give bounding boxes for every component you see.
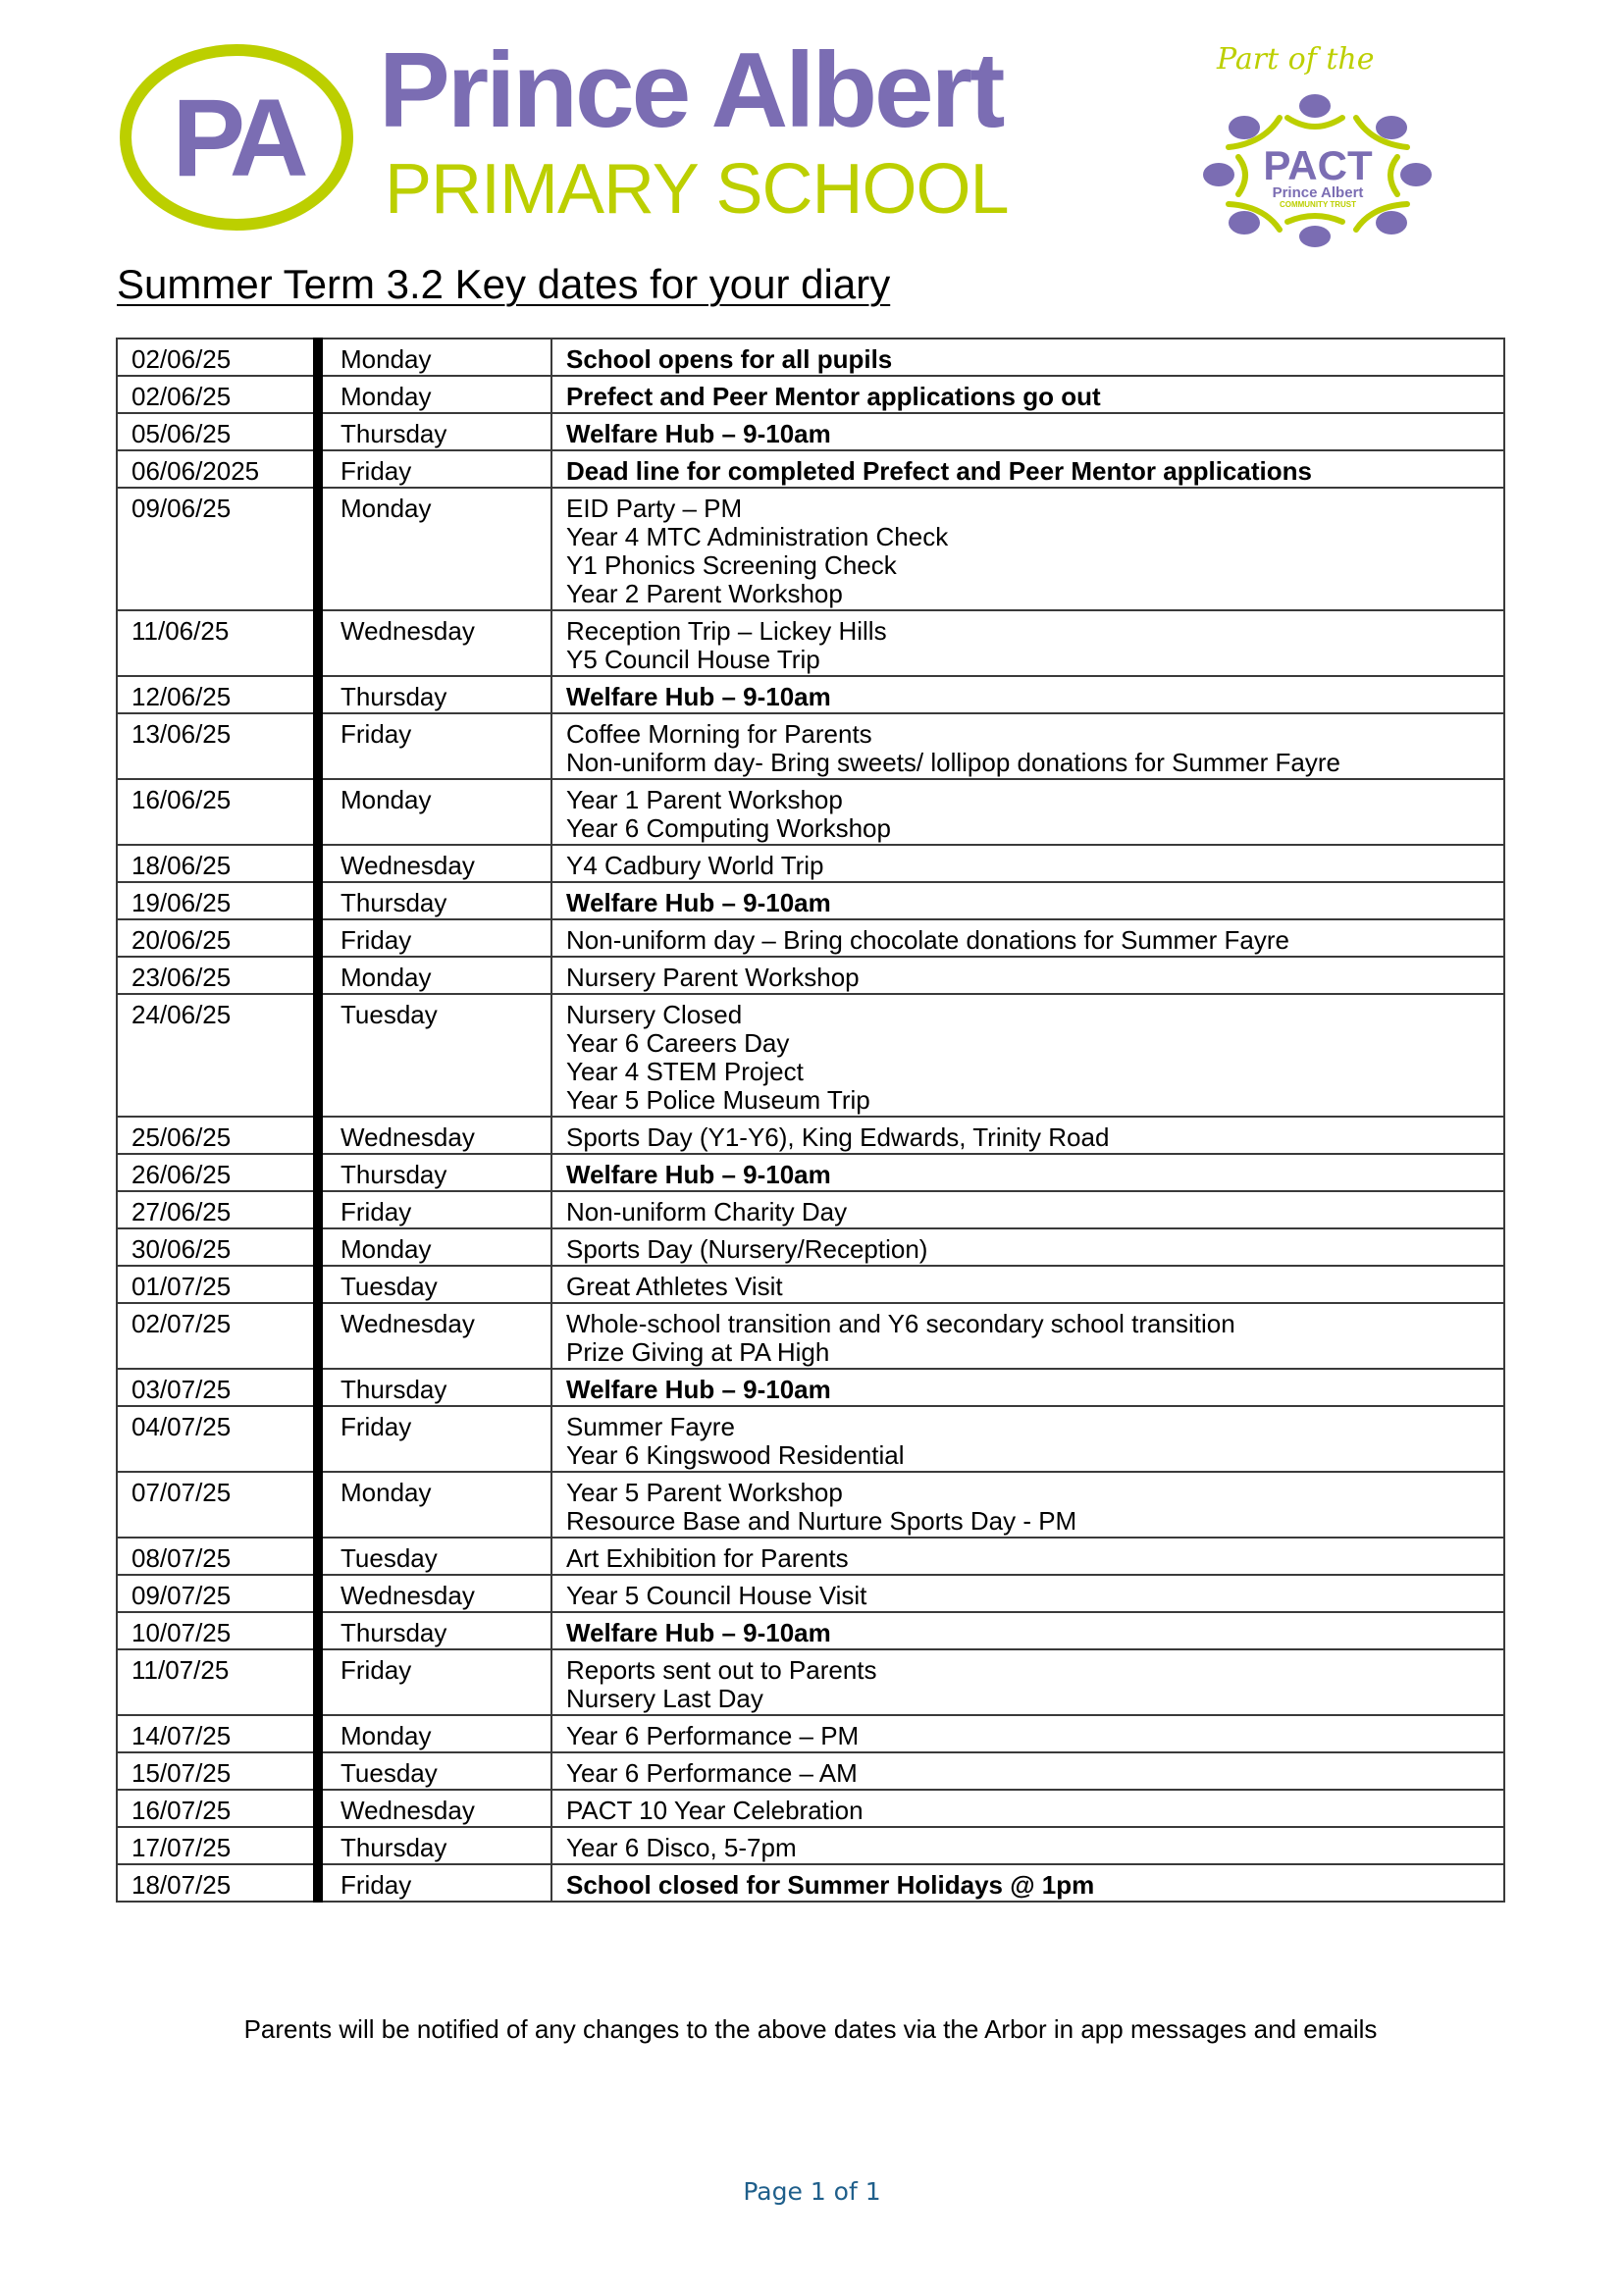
day-cell: Friday [318, 1406, 551, 1472]
day-cell: Tuesday [318, 1752, 551, 1790]
event-text: Non-uniform day- Bring sweets/ lollipop donations for Summer Fayre [566, 748, 1341, 777]
table-row [117, 676, 1504, 713]
table-row [117, 1715, 1504, 1752]
date-cell: 14/07/25 [117, 1715, 318, 1752]
date-cell: 02/06/25 [117, 339, 318, 376]
changes-notice: Parents will be notified of any changes to the above dates via the Arbor in app messages and emails [243, 2014, 1378, 2044]
table-row [117, 1303, 1504, 1369]
event-text: Coffee Morning for Parents [566, 719, 872, 749]
event-text: Y1 Phonics Screening Check [566, 550, 897, 580]
date-cell: 09/07/25 [117, 1575, 318, 1612]
event-text: Prefect and Peer Mentor applications go out [566, 382, 1101, 411]
event-text: Year 6 Kingswood Residential [566, 1440, 905, 1470]
day-cell: Wednesday [318, 1117, 551, 1154]
date-cell: 18/06/25 [117, 845, 318, 882]
day-cell: Thursday [318, 882, 551, 919]
table-row [117, 488, 1504, 610]
date-cell: 17/07/25 [117, 1827, 318, 1864]
pact-tagline: Part of the [1217, 42, 1375, 77]
day-cell: Friday [318, 450, 551, 488]
event-text: Y5 Council House Trip [566, 645, 820, 674]
event-text: Welfare Hub – 9-10am [566, 1160, 831, 1189]
date-cell: 18/07/25 [117, 1864, 318, 1902]
day-cell: Monday [318, 376, 551, 413]
event-cell [551, 1406, 1504, 1472]
event-text: Whole-school transition and Y6 secondary school transition [566, 1309, 1235, 1338]
day-cell: Wednesday [318, 1303, 551, 1369]
key-dates-table [116, 338, 1505, 1903]
event-text: Year 4 MTC Administration Check [566, 522, 949, 551]
event-text: Welfare Hub – 9-10am [566, 682, 831, 711]
event-cell [551, 1228, 1504, 1266]
date-cell: 25/06/25 [117, 1117, 318, 1154]
date-cell: 10/07/25 [117, 1612, 318, 1649]
table-row [117, 1191, 1504, 1228]
event-cell [551, 488, 1504, 610]
event-text: Welfare Hub – 9-10am [566, 1375, 831, 1404]
event-cell [551, 1191, 1504, 1228]
date-cell: 07/07/25 [117, 1472, 318, 1538]
event-cell [551, 1117, 1504, 1154]
table-row [117, 1369, 1504, 1406]
event-cell [551, 882, 1504, 919]
event-text: Sports Day (Nursery/Reception) [566, 1234, 928, 1264]
date-cell: 15/07/25 [117, 1752, 318, 1790]
event-text: Welfare Hub – 9-10am [566, 419, 831, 448]
event-cell [551, 1864, 1504, 1902]
date-cell: 09/06/25 [117, 488, 318, 610]
day-cell: Monday [318, 779, 551, 845]
day-cell: Wednesday [318, 845, 551, 882]
event-cell [551, 450, 1504, 488]
date-cell: 19/06/25 [117, 882, 318, 919]
table-row [117, 1575, 1504, 1612]
event-text: Y4 Cadbury World Trip [566, 851, 824, 880]
day-cell: Friday [318, 1864, 551, 1902]
table-row [117, 1864, 1504, 1902]
event-cell [551, 1752, 1504, 1790]
table-row [117, 610, 1504, 676]
event-text: Year 6 Disco, 5-7pm [566, 1833, 797, 1862]
date-cell: 16/07/25 [117, 1790, 318, 1827]
table-row [117, 1538, 1504, 1575]
event-text: Non-uniform Charity Day [566, 1197, 848, 1226]
event-cell [551, 1612, 1504, 1649]
page-number: Page 1 of 1 [743, 2177, 881, 2206]
table-row [117, 413, 1504, 450]
date-cell: 13/06/25 [117, 713, 318, 779]
table-row [117, 713, 1504, 779]
school-name-line1: Prince Albert [379, 30, 1003, 150]
event-cell [551, 1827, 1504, 1864]
event-text: Welfare Hub – 9-10am [566, 1618, 831, 1647]
event-cell [551, 1472, 1504, 1538]
date-cell: 12/06/25 [117, 676, 318, 713]
table-row [117, 1649, 1504, 1715]
table-row [117, 919, 1504, 957]
event-cell [551, 1266, 1504, 1303]
date-cell: 26/06/25 [117, 1154, 318, 1191]
date-cell: 16/06/25 [117, 779, 318, 845]
event-text: Summer Fayre [566, 1412, 735, 1441]
pact-acronym: PACT [1263, 142, 1373, 188]
day-cell: Tuesday [318, 994, 551, 1117]
date-cell: 01/07/25 [117, 1266, 318, 1303]
event-text: Prize Giving at PA High [566, 1337, 830, 1367]
date-cell: 02/06/25 [117, 376, 318, 413]
day-cell: Friday [318, 1649, 551, 1715]
event-cell [551, 919, 1504, 957]
event-text: Year 6 Careers Day [566, 1028, 790, 1058]
event-cell [551, 1154, 1504, 1191]
event-cell [551, 845, 1504, 882]
day-cell: Tuesday [318, 1538, 551, 1575]
event-cell [551, 676, 1504, 713]
event-text: Art Exhibition for Parents [566, 1543, 849, 1573]
event-text: Nursery Last Day [566, 1684, 763, 1713]
event-cell [551, 1715, 1504, 1752]
event-cell [551, 1575, 1504, 1612]
pa-school-logo-icon [118, 43, 355, 232]
event-cell [551, 713, 1504, 779]
table-row [117, 1612, 1504, 1649]
event-cell [551, 376, 1504, 413]
date-cell: 05/06/25 [117, 413, 318, 450]
event-text: PACT 10 Year Celebration [566, 1796, 864, 1825]
event-text: Year 4 STEM Project [566, 1057, 804, 1086]
table-row [117, 1228, 1504, 1266]
event-text: Nursery Parent Workshop [566, 963, 860, 992]
event-cell [551, 779, 1504, 845]
date-cell: 08/07/25 [117, 1538, 318, 1575]
page-title: Summer Term 3.2 Key dates for your diary [117, 261, 891, 307]
event-cell [551, 957, 1504, 994]
day-cell: Thursday [318, 1827, 551, 1864]
event-text: EID Party – PM [566, 494, 743, 523]
date-cell: 20/06/25 [117, 919, 318, 957]
event-text: Non-uniform day – Bring chocolate donations for Summer Fayre [566, 925, 1290, 955]
date-cell: 11/07/25 [117, 1649, 318, 1715]
day-cell: Monday [318, 488, 551, 610]
pact-subtitle: COMMUNITY TRUST [1279, 200, 1357, 209]
date-cell: 24/06/25 [117, 994, 318, 1117]
table-row [117, 339, 1504, 376]
pact-name: Prince Albert [1272, 184, 1364, 201]
event-cell [551, 339, 1504, 376]
day-cell: Wednesday [318, 610, 551, 676]
table-row [117, 994, 1504, 1117]
date-cell: 04/07/25 [117, 1406, 318, 1472]
table-row [117, 1406, 1504, 1472]
event-text: Year 1 Parent Workshop [566, 785, 843, 814]
event-text: Reception Trip – Lickey Hills [566, 616, 887, 646]
table-row [117, 1266, 1504, 1303]
event-text: Year 6 Performance – AM [566, 1758, 858, 1788]
table-row [117, 779, 1504, 845]
day-cell: Wednesday [318, 1790, 551, 1827]
table-row [117, 1827, 1504, 1864]
day-cell: Thursday [318, 413, 551, 450]
day-cell: Thursday [318, 1612, 551, 1649]
event-text: Year 5 Council House Visit [566, 1581, 867, 1610]
day-cell: Monday [318, 1228, 551, 1266]
day-cell: Thursday [318, 676, 551, 713]
table-row [117, 957, 1504, 994]
event-cell [551, 1303, 1504, 1369]
event-cell [551, 1369, 1504, 1406]
table-row [117, 1117, 1504, 1154]
day-cell: Thursday [318, 1154, 551, 1191]
day-cell: Tuesday [318, 1266, 551, 1303]
day-cell: Friday [318, 1191, 551, 1228]
table-row [117, 1472, 1504, 1538]
table-row [117, 1752, 1504, 1790]
event-cell [551, 994, 1504, 1117]
day-cell: Friday [318, 919, 551, 957]
date-cell: 02/07/25 [117, 1303, 318, 1369]
event-text: Welfare Hub – 9-10am [566, 888, 831, 917]
event-text: Great Athletes Visit [566, 1272, 783, 1301]
table-row [117, 1154, 1504, 1191]
event-text: Resource Base and Nurture Sports Day - PM [566, 1506, 1077, 1536]
event-cell [551, 610, 1504, 676]
date-cell: 27/06/25 [117, 1191, 318, 1228]
key-dates-table-body [117, 339, 1504, 1902]
event-cell [551, 1538, 1504, 1575]
day-cell: Wednesday [318, 1575, 551, 1612]
school-name-line2: PRIMARY SCHOOL [385, 150, 1009, 229]
event-text: Year 2 Parent Workshop [566, 579, 843, 608]
date-cell: 06/06/2025 [117, 450, 318, 488]
day-cell: Friday [318, 713, 551, 779]
date-cell: 30/06/25 [117, 1228, 318, 1266]
event-text: Nursery Closed [566, 1000, 743, 1029]
table-row [117, 1790, 1504, 1827]
event-text: School opens for all pupils [566, 344, 893, 374]
event-text: Year 6 Computing Workshop [566, 813, 891, 843]
day-cell: Monday [318, 1715, 551, 1752]
table-row [117, 845, 1504, 882]
pact-trust-logo-icon [1197, 37, 1452, 248]
event-text: Reports sent out to Parents [566, 1655, 877, 1685]
table-row [117, 450, 1504, 488]
event-text: Dead line for completed Prefect and Peer Mentor applications [566, 456, 1312, 486]
date-cell: 23/06/25 [117, 957, 318, 994]
event-cell [551, 1649, 1504, 1715]
event-text: Year 6 Performance – PM [566, 1721, 860, 1750]
event-cell [551, 413, 1504, 450]
date-cell: 03/07/25 [117, 1369, 318, 1406]
date-cell: 11/06/25 [117, 610, 318, 676]
event-text: Year 5 Parent Workshop [566, 1478, 843, 1507]
table-row [117, 376, 1504, 413]
event-text: Sports Day (Y1-Y6), King Edwards, Trinity Road [566, 1122, 1110, 1152]
event-text: School closed for Summer Holidays @ 1pm [566, 1870, 1095, 1900]
day-cell: Monday [318, 339, 551, 376]
day-cell: Monday [318, 957, 551, 994]
event-cell [551, 1790, 1504, 1827]
event-text: Year 5 Police Museum Trip [566, 1085, 870, 1115]
logo-initials: PA [172, 77, 301, 199]
day-cell: Thursday [318, 1369, 551, 1406]
table-row [117, 882, 1504, 919]
day-cell: Monday [318, 1472, 551, 1538]
